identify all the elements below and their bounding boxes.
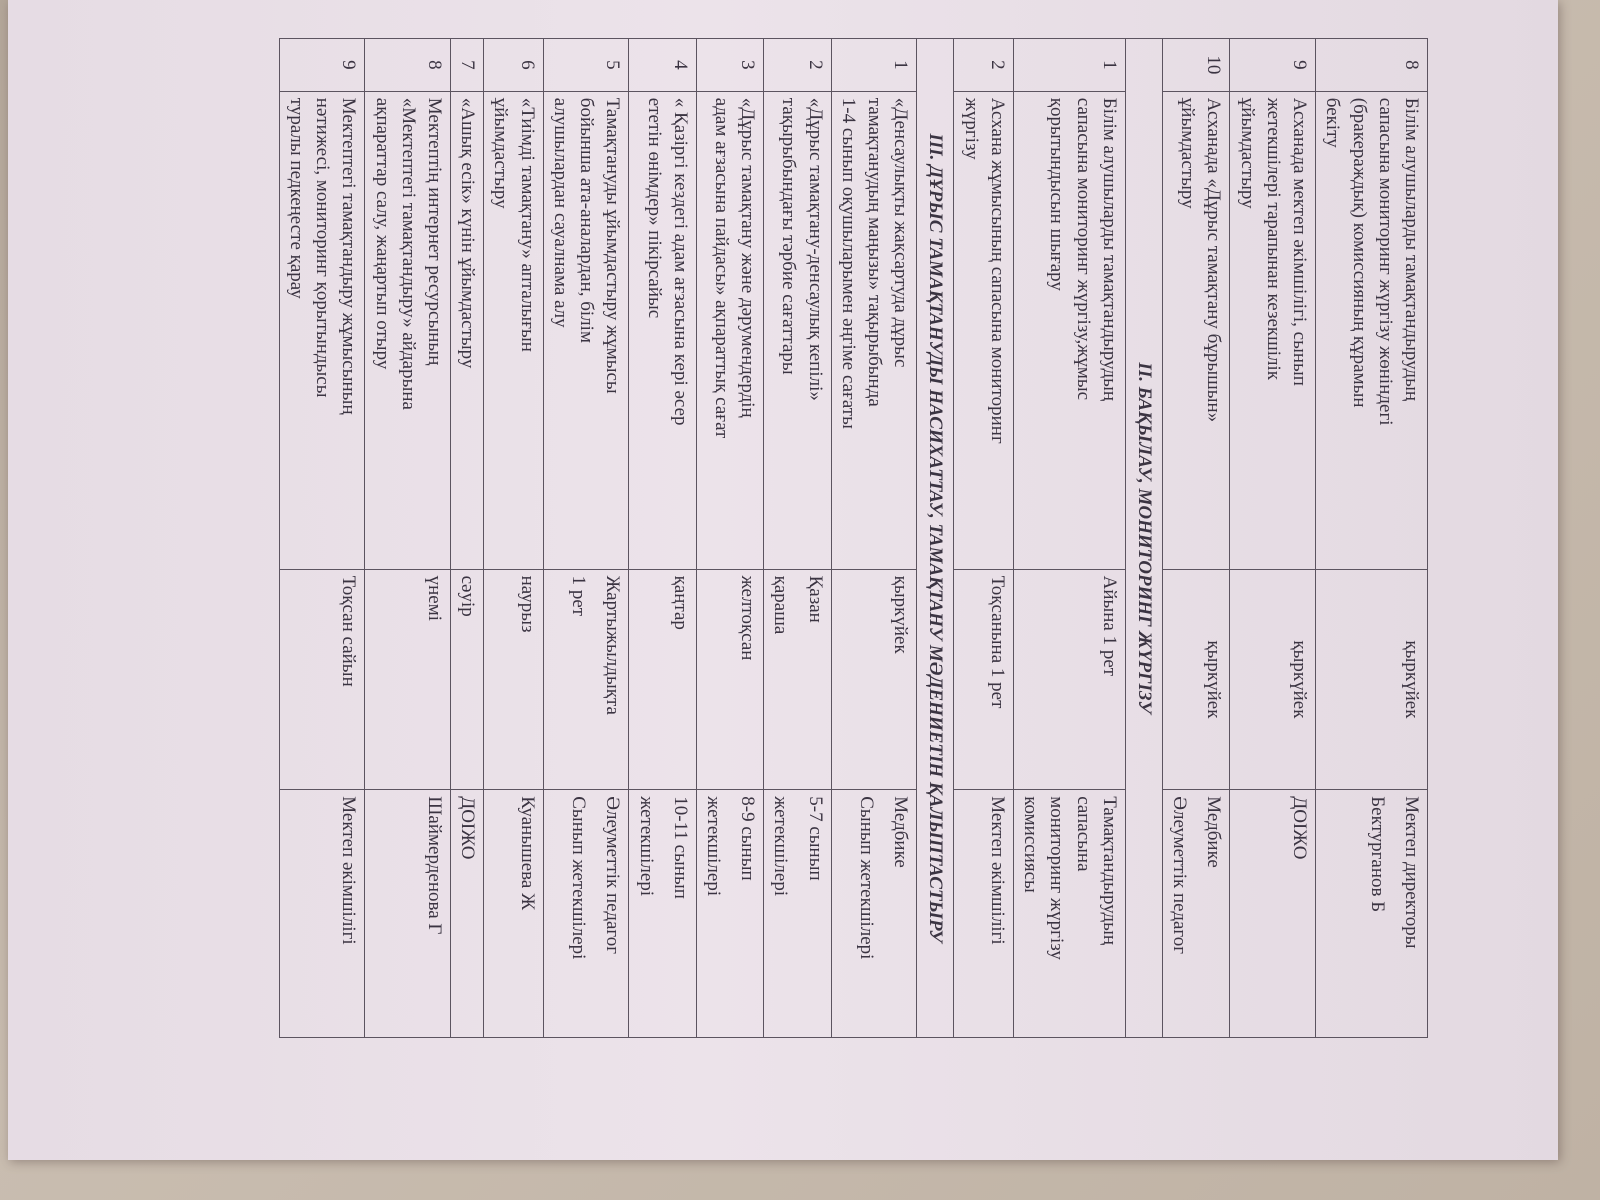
responsible-cell [954,790,1013,1038]
activity-cell-line: 1-4 сынып оқушыларымен әңгіме сағаты [837,97,859,429]
responsible-cell-line: жетекшілері [635,796,657,897]
row-number: 3 [696,39,763,92]
activity-cell-line: жетекшілері тарапынан кезекшілік [1262,97,1284,381]
line-gap [591,576,599,784]
responsible-cell [1013,790,1125,1038]
row-number: 1 [1013,39,1125,92]
responsible-cell-line: Тамақтандырудың [1098,796,1120,946]
timing-cell-line: қыркүйек [890,575,912,654]
activity-cell-line: « Қазіргі кездегі адам ағзасына кері әсер [669,97,691,426]
activity-cell-line: тақырыбындағы тәрбие сағаттары [778,97,800,375]
timing-cell [543,569,629,790]
activity-cell-line: қорытындысын шығару [1046,97,1068,291]
timing-cell [451,569,484,790]
timing-cell-line: Айына 1 рет [1098,575,1120,677]
responsible-cell-line: Әлеуметтік педагог [602,796,624,955]
activity-cell-line: бекіту [1322,97,1344,148]
responsible-cell-line: ДОІЖО [457,796,479,860]
activity-cell-line: ақпараттар салу, жаңартып отыру [371,97,393,370]
timing-cell-line: қыркүйек [1401,640,1422,719]
activity-cell [365,91,451,569]
activity-cell-line: ұйымдастыру [1177,97,1199,209]
responsible-cell-line: ДОІЖО [1289,796,1311,860]
row-number: 2 [954,39,1013,92]
line-gap [793,576,801,784]
responsible-cell [279,790,365,1038]
activity-cell [1316,91,1428,569]
activity-cell-line: «Ашық есік» күнін ұйымдастыру [457,97,479,369]
row-number: 5 [543,39,629,92]
activity-cell [954,91,1013,569]
row-number: 9 [1230,39,1316,92]
activity-cell-line: сапасына мониторинг жүргізу жөніндегі [1374,97,1396,426]
timing-cell-line: 1 рет [568,575,590,617]
section-title: ІІ. БАҚЫЛАУ, МОНИТОРИНГ ЖҮРГІЗУ [1125,39,1162,1038]
activity-cell-line: нәтижесі, мониторинг қорытындысы [312,97,334,398]
activity-cell-line: туралы педкеңесте қарау [285,97,307,299]
table-row [1230,39,1316,1038]
responsible-cell-line: Куанышева Ж [516,796,538,911]
timing-cell-line: қыркүйек [1203,640,1225,719]
table-row [451,39,484,1038]
responsible-cell-line: Мектеп директоры [1401,796,1422,949]
responsible-cell [1163,790,1230,1038]
section-header-row [917,39,954,1038]
responsible-cell-line: жетекшілері [702,796,724,897]
activity-cell-line: ұйымдастыру [1236,97,1258,209]
activity-cell [1013,91,1125,569]
table-row [1013,39,1125,1038]
activity-cell-line: Асханада мектеп әкімшілігі, сынып [1289,97,1311,386]
responsible-cell-line: Мектеп әкімшілігі [986,796,1008,945]
timing-cell-line: қаңтар [669,575,691,630]
responsible-cell-line: Мектеп әкімшілігі [338,796,360,945]
responsible-cell [484,790,543,1038]
timing-cell [1230,569,1316,790]
timing-cell [831,569,917,790]
row-number: 4 [629,39,696,92]
row-number: 7 [451,39,484,92]
plan-table [279,38,1428,1038]
timing-cell-line: Жартыжылдықта [602,575,624,715]
activity-cell [696,91,763,569]
activity-cell-line: Асхана жұмысының сапасына мониторинг [986,97,1008,444]
paper-sheet [8,0,1558,1160]
activity-cell [279,91,365,569]
timing-cell-line: Қазан [804,575,826,623]
activity-cell-line: (бракераждық) комиссияның құрамын [1348,97,1370,408]
table-row [831,39,917,1038]
activity-cell-line: Мектептегі тамақтандыру жұмысының [338,97,360,415]
line-gap [1390,796,1398,1031]
responsible-cell-line: Медбике [890,796,912,868]
activity-cell [764,91,831,569]
table-row [1163,39,1230,1038]
row-number: 6 [484,39,543,92]
timing-cell [1163,569,1230,790]
table-row [1316,39,1428,1038]
activity-cell-line: «Дұрыс тамақтану және дәрумендердің [737,97,759,418]
activity-cell [831,91,917,569]
timing-cell [484,569,543,790]
activity-cell-line: Білім алушыларды тамақтандырудың [1401,97,1422,402]
responsible-cell-line: 8-9 сынып [737,796,759,881]
responsible-cell-line: Әлеуметтік педагог [1169,796,1191,955]
activity-cell-line: «Денсаулықты жақсартуда дұрыс [890,97,912,368]
timing-cell-line: наурыз [516,575,538,633]
responsible-cell [451,790,484,1038]
timing-cell [954,569,1013,790]
timing-cell-line: қараша [770,575,792,635]
line-gap [726,796,734,1031]
line-gap [591,796,599,1031]
responsible-cell-line: Медбике [1203,796,1225,868]
timing-cell [1316,569,1428,790]
responsible-cell-line: Бектурганов Б [1366,796,1388,913]
table-row [365,39,451,1038]
activity-cell-line: Мектептің интернет ресурсының [424,97,445,366]
activity-cell-line: Асханада «Дұрыс тамақтану бұрышын» [1203,97,1225,423]
activity-cell [451,91,484,569]
timing-cell [279,569,365,790]
responsible-cell-line: Шаймерденова Г [424,796,445,935]
plan-table-body [279,39,1427,1038]
table-row [696,39,763,1038]
line-gap [659,796,667,1031]
responsible-cell-line: мониторинг жүргізу [1046,796,1068,960]
responsible-cell-line: сапасына [1072,796,1094,872]
timing-cell-line: үнемі [424,575,445,622]
timing-cell-line: Тоқсанына 1 рет [986,575,1008,709]
table-row [484,39,543,1038]
responsible-cell [1316,790,1428,1038]
responsible-cell-line: 10-11 сынып [669,796,691,899]
activity-cell-line: тамақтанудың маңызы» тақырыбында [864,97,886,407]
timing-cell [764,569,831,790]
activity-cell [1163,91,1230,569]
table-row [543,39,629,1038]
timing-cell [365,569,451,790]
responsible-cell [831,790,917,1038]
section-header-row [1125,39,1162,1038]
line-gap [793,796,801,1031]
responsible-cell [1230,790,1316,1038]
activity-cell [629,91,696,569]
responsible-cell [365,790,451,1038]
row-number: 10 [1163,39,1230,92]
rotated-table-container [279,38,1428,1038]
section-title: ІІІ. ДҰРЫС ТАМАҚТАНУДЫ НАСИХАТТАУ, ТАМАҚТАНУ МӘДЕНИЕТІН ҚАЛЫПТАСТЫРУ [917,39,954,1038]
activity-cell-line: алушылардан сауалнама алу [549,97,571,328]
activity-cell-line: адам ағзасына пайдасы» ақпараттық сағат [710,97,732,439]
table-row [954,39,1013,1038]
responsible-cell [543,790,629,1038]
activity-cell-line: «Дұрыс тамақтану-денсаулық кепілі» [804,97,826,401]
responsible-cell [696,790,763,1038]
responsible-cell [629,790,696,1038]
row-number: 8 [1316,39,1428,92]
activity-cell-line: ететін өнімдер» пікірсайыс [643,97,665,319]
row-number: 1 [831,39,917,92]
activity-cell-line: «Мектептегі тамақтандыру» айдарына [397,97,419,410]
activity-cell [1230,91,1316,569]
activity-cell-line: «Тиімді тамақтану» апталығын [516,97,538,352]
row-number: 2 [764,39,831,92]
line-gap [1192,796,1200,1031]
row-number: 9 [279,39,365,92]
activity-cell-line: ұйымдастыру [490,97,512,209]
timing-cell-line: сәуір [457,575,479,617]
activity-cell-line: Білім алушыларды тамақтандырудың [1098,97,1120,402]
timing-cell [696,569,763,790]
timing-cell-line: желтоқсан [737,575,759,661]
timing-cell-line: Тоқсан сайын [338,575,360,687]
activity-cell-line: жүргізу [960,97,982,160]
activity-cell-line: Тамақтануды ұйымдастыру жұмысы [602,97,624,394]
responsible-cell [764,790,831,1038]
timing-cell [1013,569,1125,790]
table-row [279,39,365,1038]
responsible-cell-line: 5-7 сынып [804,796,826,881]
line-gap [879,796,887,1031]
activity-cell-line: бойынша ата-аналардан, білім [576,97,598,343]
activity-cell-line: сапасына мониторинг жүргізу,жұмыс [1072,97,1094,401]
responsible-cell-line: жетекшілері [770,796,792,897]
responsible-cell-line: Сынып жетекшілері [568,796,590,960]
activity-cell [484,91,543,569]
table-row [629,39,696,1038]
responsible-cell-line: комиссиясы [1020,796,1042,893]
timing-cell [629,569,696,790]
timing-cell-line: қыркүйек [1289,640,1311,719]
table-row [764,39,831,1038]
activity-cell [543,91,629,569]
row-number: 8 [365,39,451,92]
responsible-cell-line: Сынып жетекшілері [856,796,878,960]
